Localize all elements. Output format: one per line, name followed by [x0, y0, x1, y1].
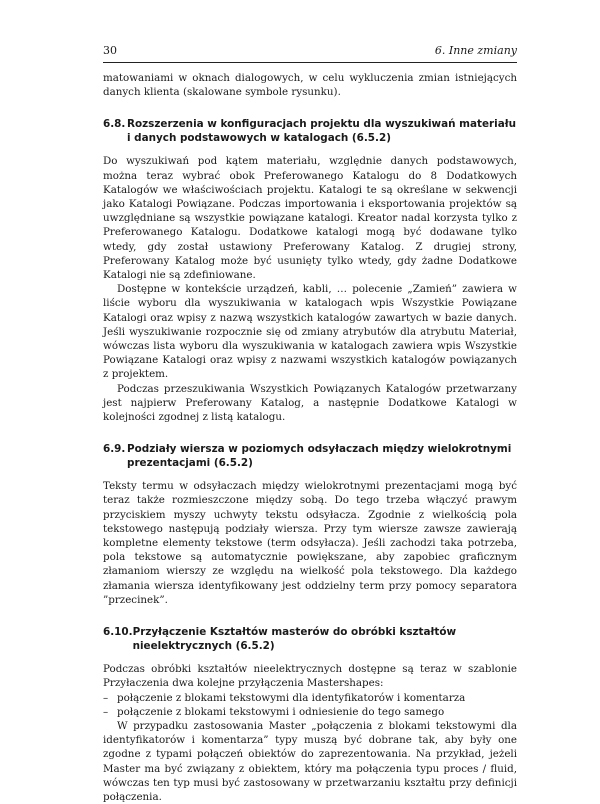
list-item-text: połączenie z blokami tekstowymi dla identyfikatorów i komentarza: [117, 691, 466, 704]
paragraph: Podczas obróbki kształtów nieelektrycznych dostępne są teraz w szablonie Przyłaczenia dwa kolejne przyłączenia Mastershapes:: [103, 663, 517, 690]
intro-paragraph: matowaniami w oknach dialogowych, w celu wykluczenia zmian istniejących danych klienta (skalowane symbole rysunku).: [103, 72, 517, 99]
section-heading-6-8: [103, 117, 517, 145]
paragraph: Dostępne w kontekście urządzeń, kabli, … polecenie „Zamień” zawiera w liście wyboru dla wyszukiwania w katalogach wpis Wszystkie Powiązane Katalogi oraz wpisy z nazwą wszystkich katalogów zawartych w bazie danych. Jeśli wyszukiwanie rozpocznie się od zmiany atrybutów dla atrybutu Materiał, wówczas lista wyboru dla wyszukiwania w katalogach zawiera wpis Wszystkie Powiązane Katalogi oraz wpisy z nazwami wszystkich katalogów powiązanych z projektem.: [103, 283, 517, 381]
chapter-title: 6. Inne zmiany: [434, 44, 517, 57]
paragraph: Do wyszukiwań pod kątem materiału, względnie danych podstawowych, można teraz wybrać obok Preferowanego Katalogu do 8 Dodatkowych Katalogów we właściwościach projektu. Katalogi te są określane w sekwencji jako Katalogi Powiązane. Podczas importowania i eksportowania projektów są uwzględniane są wszystkie powiązane katalogi. Kreator nadal korzysta tylko z Preferowanego Katalogu. Dodatkowe katalogi mogą być dodawane tylko wtedy, gdy został ustawiony Preferowany Katalog. Z drugiej strony, Preferowany Katalog może być usunięty tylko wtedy, gdy żadne Dodatkowe Katalogi nie są zdefiniowane.: [103, 155, 517, 282]
section-title: Przyłączenie Kształtów masterów do obróbki kształtów nieelektrycznych (6.5.2): [132, 626, 457, 653]
list-item-text: połączenie z blokami tekstowymi i odniesienie do tego samego: [117, 705, 445, 718]
section-heading-6-9: [103, 442, 517, 470]
paragraph: W przypadku zastosowania Master „połączenia z blokami tekstowymi dla identyfikatorów i komentarza” typy muszą być dobrane tak, aby były one zgodne z typami połączeń obiektów do zaprezentowania. Na przykład, jeżeli Master ma być związany z obiektem, który ma połączenia typu proces / fluid, wówczas ten typ musi być zastosowany w przetwarzaniu kształtu przy definicji połączenia.: [103, 719, 517, 803]
section-title: Rozszerzenia w konfiguracjach projektu dla wyszukiwań materiału i danych podstawowych w katalogach (6.5.2): [127, 118, 516, 145]
list-item: [103, 705, 517, 719]
paragraph: Podczas przeszukiwania Wszystkich Powiązanych Katalogów przetwarzany jest najpierw Preferowany Katalog, a następnie Dodatkowe Katalogi w kolejności zgodnej z listą katalogu.: [103, 382, 517, 424]
page-number: 30: [103, 44, 117, 57]
document-page: [103, 44, 517, 804]
section-heading-6-10: [103, 625, 517, 653]
section-number: 6.10.: [103, 626, 133, 639]
running-header: [103, 44, 517, 63]
section-number: 6.9.: [103, 443, 126, 456]
dash-bullet: –: [103, 691, 109, 704]
paragraph: Teksty termu w odsyłaczach między wielokrotnymi prezentacjami mogą być teraz także rozmieszczone między sobą. Do tego trzeba włączyć prawym przyciskiem myszy uchwyty tekstu odsyłacza. Zgodnie z wielkością pola tekstowego następują podziały wiersza. Przy tym wiersze zawsze zawierają kompletne elementy tekstowe (term odsyłacza). Jeśli zachodzi taka potrzeba, pola tekstowe są automatycznie powiększane, aby zapobiec graficznym złamaniom wierszy ze względu na wielkość pola tekstowego. Dla każdego złamania wiersza identyfikowany jest oddzielny term przy pomocy separatora ”przecinek”.: [103, 480, 517, 606]
list-item: [103, 691, 517, 705]
section-number: 6.8.: [103, 118, 126, 131]
section-title: Podziały wiersza w poziomych odsyłaczach między wielokrotnymi prezentacjami (6.5.2): [127, 443, 512, 470]
dash-bullet: –: [103, 705, 109, 718]
bullet-list: [103, 691, 517, 719]
